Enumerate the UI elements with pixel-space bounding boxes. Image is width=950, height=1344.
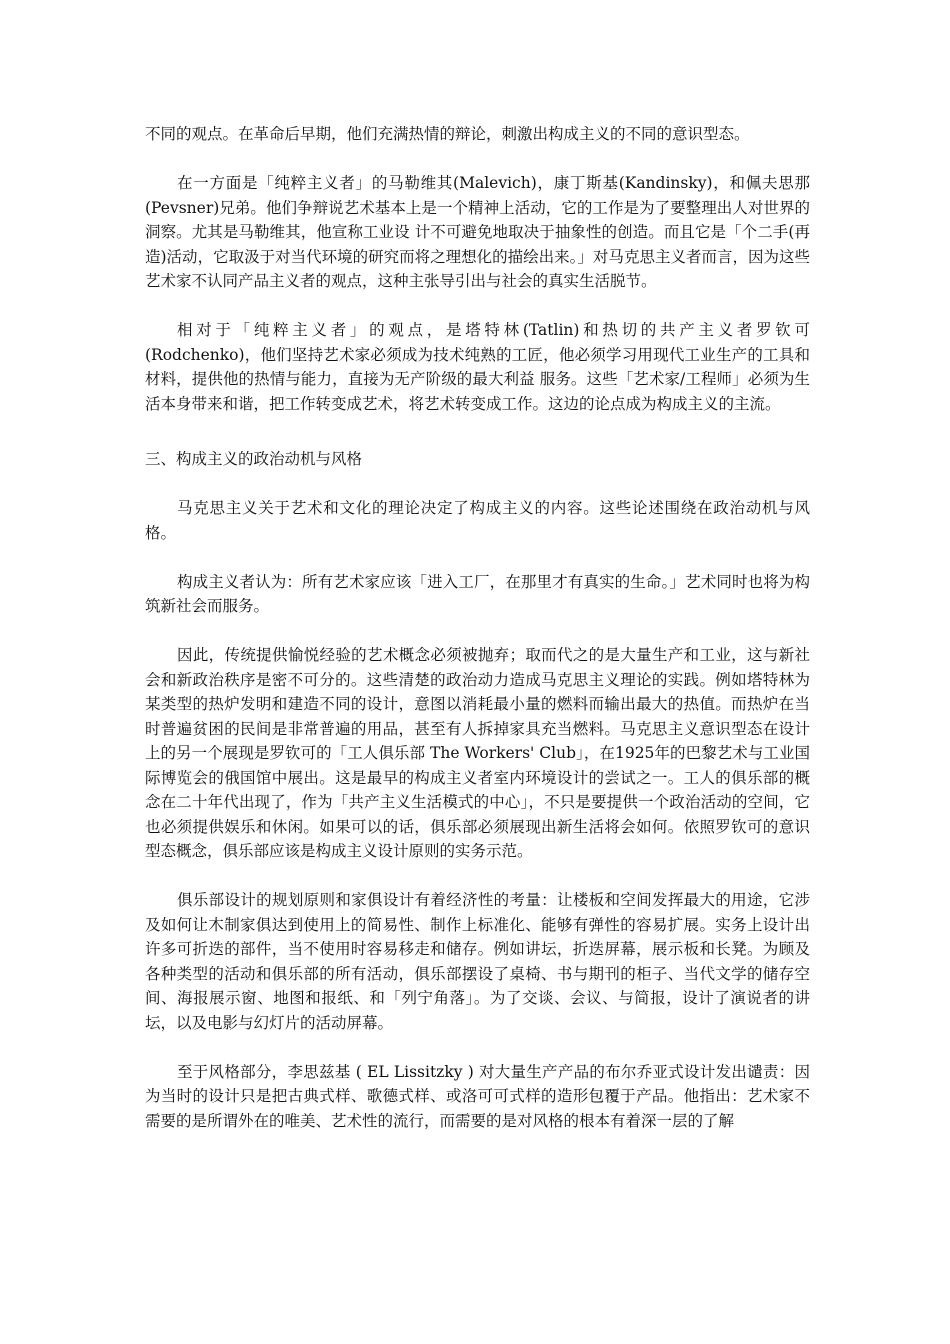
paragraph-purists: 在一方面是「纯粹主义者」的马勒维其(Malevich)，康丁斯基(Kandinsky)，和佩夫思那(Pevsner)兄弟。他们争辩说艺术基本上是一个精神上活动，它的工作是为了要整理出人对世界的洞察。尤其是马勒维其，他宣称工业设 计不可避免地取决于抽象性的创造。而且它是「个二手(再造)活动，它取汲于对当代环境的研究而将之理想化的描绘出来。」对马克思主义者而言，因为这些艺术家不认同产品主义者的观点，这种主张导引出与社会的真实生活脱节。 bbox=[145, 174, 810, 290]
paragraph-tatlin-rodchenko: 相对于「纯粹主义者」的观点，是塔特林(Tatlin)和热切的共产主义者罗钦可(Rodchenko)，他们坚持艺术家必须成为技术纯熟的工匠，他必须学习用现代工业生产的工具和材料，提供他的热情与能力，直接为无产阶级的最大利益 服务。这些「艺术家/工程师」必须为生活本身带来和谐，把工作转变成艺术，将艺术转变成工作。这边的论点成为构成主义的主流。 bbox=[145, 321, 810, 413]
paragraph-workers-club: 因此，传统提供愉悦经验的艺术概念必须被抛弃；取而代之的是大量生产和工业，这与新社会和新政治秩序是密不可分的。这些清楚的政治动力造成马克思主义理论的实践。例如塔特林为某类型的热炉发明和建造不同的设计，意图以消耗最小量的燃料而输出最大的热值。而热炉在当时普遍贫困的民间是非常普遍的用品，甚至有人拆掉家具充当燃料。马克思主义意识型态在设计上的另一个展现是罗钦可的「工人俱乐部 The Workers' Club」，在1925年的巴黎艺术与工业国际博览会的俄国馆中展出。这是最早的构成主义者室内环境设计的尝试之一。工人的俱乐部的概念在二十年代出现了，作为「共产主义生活模式的中心」，不只是要提供一个政治活动的空间，它也必须提供娱乐和休闲。如果可以的话，俱乐部必须展现出新生活将会如何。依照罗钦可的意识型态概念，俱乐部应该是构成主义设计原则的实务示范。 bbox=[145, 646, 810, 860]
paragraph-into-factory: 构成主义者认为：所有艺术家应该「进入工厂，在那里才有真实的生命。」艺术同时也将为构筑新社会而服务。 bbox=[145, 572, 810, 615]
paragraph-opening: 不同的观点。在革命后早期，他们充满热情的辩论，刺激出构成主义的不同的意识型态。 bbox=[145, 125, 750, 143]
paragraph-club-design: 俱乐部设计的规划原则和家俱设计有着经济性的考量：让楼板和空间发挥最大的用途，它涉及如何让木制家俱达到使用上的简易性、制作上标准化、能够有弹性的容易扩展。实务上设计出许多可折迭的部件，当不使用时容易移走和储存。例如讲坛，折迭屏幕，展示板和长凳。为顾及各种类型的活动和俱乐部的所有活动，俱乐部摆设了桌椅、书与期刊的柜子、当代文学的储存空间、海报展示窗、地图和报纸、和「列宁角落」。为了交谈、会议、与简报，设计了演说者的讲坛，以及电影与幻灯片的活动屏幕。 bbox=[145, 891, 810, 1032]
paragraph-style-lissitzky: 至于风格部分，李思兹基 ( EL Lissitzky ) 对大量生产产品的布尔乔亚式设计发出谴责：因为当时的设计只是把古典式样、歌德式样、或洛可可式样的造形包覆于产品。他指出：艺术家不需要的是所谓外在的唯美、艺术性的流行，而需要的是对风格的根本有着深一层的了解 bbox=[145, 1062, 810, 1130]
paragraph-marxist-theory: 马克思主义关于艺术和文化的理论决定了构成主义的内容。这些论述围绕在政治动机与风格。 bbox=[145, 499, 810, 542]
section-heading: 三、构成主义的政治动机与风格 bbox=[145, 450, 363, 468]
document-body bbox=[145, 122, 810, 1158]
